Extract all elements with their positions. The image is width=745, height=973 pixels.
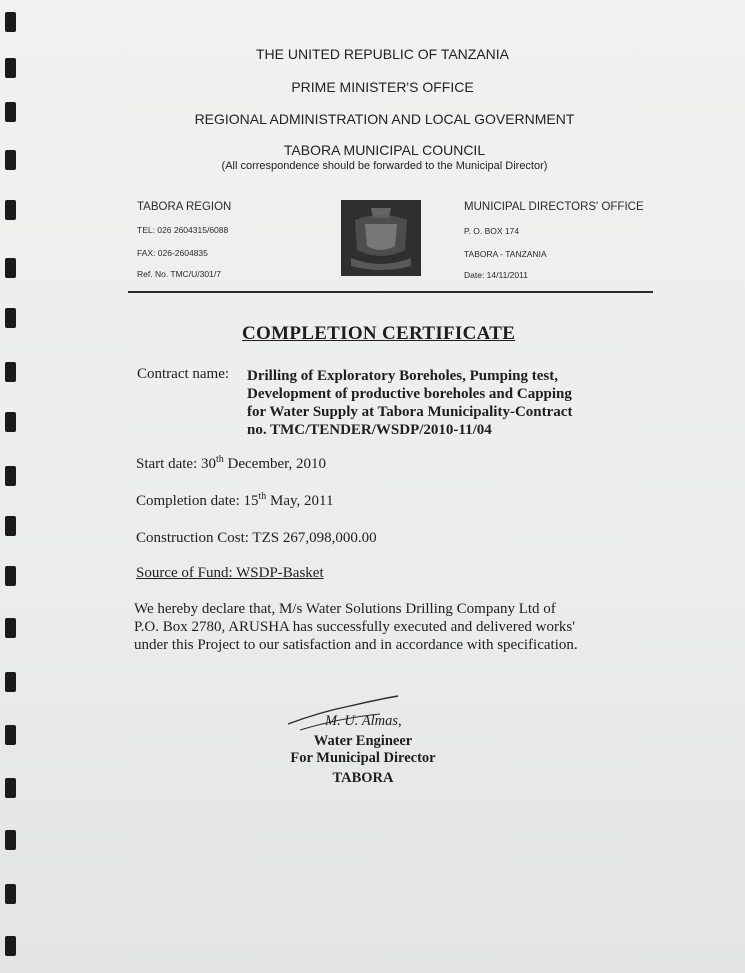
letterhead-pobox: P. O. BOX 174 bbox=[464, 226, 520, 236]
binding-hole bbox=[5, 412, 16, 432]
contract-line: Development of productive boreholes and Capping bbox=[247, 386, 572, 402]
letterhead-office: MUNICIPAL DIRECTORS' OFFICE bbox=[464, 201, 644, 213]
contract-line: for Water Supply at Tabora Municipality-Contract bbox=[247, 404, 573, 420]
letterhead-date: Date: 14/11/2011 bbox=[464, 270, 528, 280]
construction-cost: Construction Cost: TZS 267,098,000.00 bbox=[136, 530, 377, 546]
contract-line: Drilling of Exploratory Boreholes, Pumping test, bbox=[247, 368, 558, 384]
letterhead-ref: Ref. No. TMC/U/301/7 bbox=[137, 269, 221, 279]
letterhead-tel: TEL: 026 2604315/6088 bbox=[137, 225, 229, 235]
binding-hole bbox=[5, 362, 16, 382]
source-of-fund: Source of Fund: WSDP-Basket bbox=[136, 565, 324, 581]
binding-hole bbox=[5, 884, 16, 904]
binding-hole bbox=[5, 466, 16, 486]
header-republic: THE UNITED REPUBLIC OF TANZANIA bbox=[255, 46, 510, 62]
completion-date: Completion date: 15th May, 2011 bbox=[136, 491, 334, 509]
declaration bbox=[134, 600, 578, 654]
signatory-for: For Municipal Director bbox=[290, 750, 436, 766]
letterhead-divider bbox=[128, 291, 653, 293]
declaration-line: under this Project to our satisfaction and in accordance with specification. bbox=[134, 637, 578, 653]
start-date: Start date: 30th December, 2010 bbox=[136, 454, 327, 472]
binding-hole bbox=[5, 12, 16, 32]
header-correspondence-note: (All correspondence should be forwarded to the Municipal Director) bbox=[221, 160, 548, 172]
declaration-line: P.O. Box 2780, ARUSHA has successfully executed and delivered works' bbox=[134, 619, 575, 635]
contract-line: no. TMC/TENDER/WSDP/2010-11/04 bbox=[247, 422, 492, 438]
signatory-name: M. U. Almas, bbox=[325, 713, 402, 729]
header-ralg: REGIONAL ADMINISTRATION AND LOCAL GOVERNMENT bbox=[194, 111, 575, 127]
binding-hole bbox=[5, 566, 16, 586]
header-council: TABORA MUNICIPAL COUNCIL bbox=[283, 142, 486, 158]
binding-hole bbox=[5, 516, 16, 536]
binding-hole bbox=[5, 725, 16, 745]
binding-hole bbox=[5, 618, 16, 638]
letterhead-fax: FAX: 026-2604835 bbox=[137, 248, 208, 258]
binding-hole bbox=[5, 200, 16, 220]
header-pmo: PRIME MINISTER'S OFFICE bbox=[291, 79, 474, 95]
coat-of-arms-emblem bbox=[341, 200, 421, 276]
certificate-title: COMPLETION CERTIFICATE bbox=[242, 323, 516, 344]
binding-hole bbox=[5, 830, 16, 850]
binding-hole bbox=[5, 672, 16, 692]
binding-hole bbox=[5, 936, 16, 956]
binding-hole bbox=[5, 778, 16, 798]
signatory-town: TABORA bbox=[332, 770, 394, 786]
letterhead-region: TABORA REGION bbox=[137, 201, 232, 213]
declaration-line: We hereby declare that, M/s Water Solutions Drilling Company Ltd of bbox=[134, 601, 556, 617]
binding-hole bbox=[5, 308, 16, 328]
binding-hole bbox=[5, 258, 16, 278]
letterhead-town: TABORA - TANZANIA bbox=[464, 249, 547, 259]
contract-name bbox=[247, 367, 572, 439]
signatory-title: Water Engineer bbox=[313, 733, 413, 749]
contract-label: Contract name: bbox=[137, 366, 230, 382]
